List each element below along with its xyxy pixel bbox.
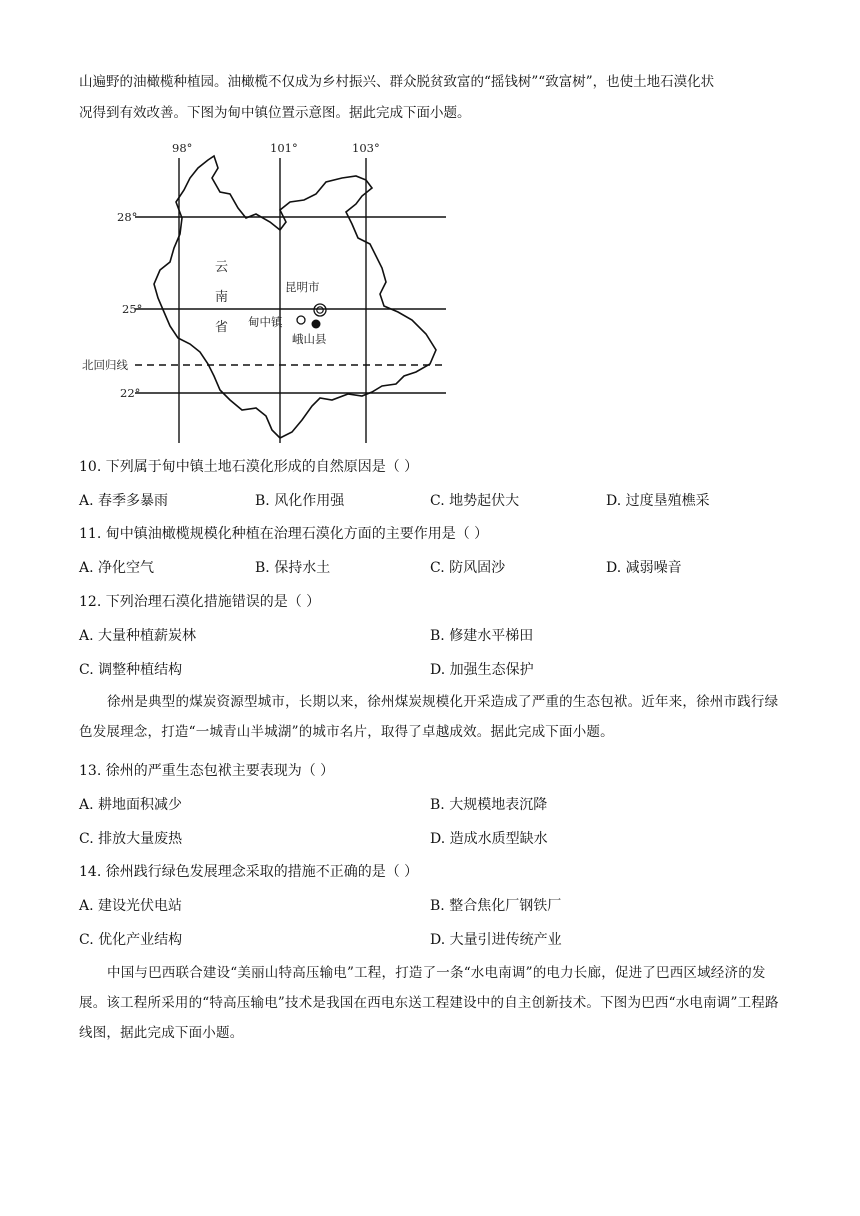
kunming-label: 昆明市: [285, 280, 320, 294]
kunming-capital-inner: [317, 307, 323, 313]
q12-option-b[interactable]: B. 修建水平梯田: [430, 628, 534, 644]
q14-option-d[interactable]: D. 大量引进传统产业: [430, 932, 562, 948]
dianzhong-symbol: [297, 316, 305, 324]
intro-line-2: 况得到有效改善。下图为甸中镇位置示意图。据此完成下面小题。: [79, 105, 471, 121]
q14-option-b[interactable]: B. 整合焦化厂钢铁厂: [430, 898, 562, 914]
q11-option-d[interactable]: D. 减弱噪音: [606, 560, 682, 576]
lon-label-98: 98°: [172, 141, 193, 155]
lat-label-28: 28°: [117, 210, 138, 224]
lat-label-22: 22°: [120, 386, 141, 400]
question-12-stem: 12. 下列治理石漠化措施错误的是（ ）: [79, 594, 321, 610]
province-char-2: 南: [215, 290, 229, 305]
q12-option-a[interactable]: A. 大量种植薪炭林: [79, 628, 197, 644]
q12-option-d[interactable]: D. 加强生态保护: [430, 662, 534, 678]
province-char-3: 省: [215, 320, 229, 335]
q12-option-c[interactable]: C. 调整种植结构: [79, 662, 183, 678]
brazil-intro: 中国与巴西联合建设“美丽山特高压输电”工程，打造了一条“水电南调”的电力长廊，促进了巴西区域经济的发展。该工程所采用的“特高压输电”技术是我国在西电东送工程建设中的自主创新技术。下图为巴西“水电南调”工程路线图，据此完成下面小题。: [79, 965, 779, 1041]
q13-option-a[interactable]: A. 耕地面积减少: [79, 797, 183, 813]
lon-label-101: 101°: [270, 141, 298, 155]
q13-option-c[interactable]: C. 排放大量废热: [79, 831, 183, 847]
kunming-capital-symbol: [314, 304, 326, 316]
province-char-1: 云: [215, 260, 229, 275]
q10-option-a[interactable]: A. 春季多暴雨: [79, 493, 169, 509]
q11-option-a[interactable]: A. 净化空气: [79, 560, 155, 576]
q10-option-d[interactable]: D. 过度垦殖樵采: [606, 493, 710, 509]
q10-option-b[interactable]: B. 风化作用强: [255, 493, 345, 509]
question-14-stem: 14. 徐州践行绿色发展理念采取的措施不正确的是（ ）: [79, 864, 419, 880]
intro-line-1: 山遍野的油橄榄种植园。油橄榄不仅成为乡村振兴、群众脱贫致富的“摇钱树”“致富树”，也使土地石漠化状: [79, 74, 715, 90]
lon-label-103: 103°: [352, 141, 380, 155]
eshan-symbol: [312, 320, 321, 329]
xuzhou-intro: 徐州是典型的煤炭资源型城市，长期以来，徐州煤炭规模化开采造成了严重的生态包袱。近年来，徐州市践行绿色发展理念，打造“一城青山半城湖”的城市名片，取得了卓越成效。据此完成下面小题。: [79, 694, 779, 740]
tropic-label: 北回归线: [82, 358, 128, 372]
question-13-stem: 13. 徐州的严重生态包袱主要表现为（ ）: [79, 763, 335, 779]
question-11-stem: 11. 甸中镇油橄榄规模化种植在治理石漠化方面的主要作用是（ ）: [79, 526, 489, 542]
lat-label-25: 25°: [122, 302, 143, 316]
eshan-label: 峨山县: [292, 332, 327, 346]
q11-option-c[interactable]: C. 防风固沙: [430, 560, 506, 576]
q14-option-a[interactable]: A. 建设光伏电站: [79, 898, 183, 914]
q14-option-c[interactable]: C. 优化产业结构: [79, 932, 183, 948]
q10-option-c[interactable]: C. 地势起伏大: [430, 493, 520, 509]
yunnan-outline: [154, 156, 436, 438]
dianzhong-label: 甸中镇: [248, 315, 283, 329]
q13-option-b[interactable]: B. 大规模地表沉降: [430, 797, 548, 813]
q13-option-d[interactable]: D. 造成水质型缺水: [430, 831, 548, 847]
location-map: [80, 138, 460, 448]
q11-option-b[interactable]: B. 保持水土: [255, 560, 331, 576]
question-10-stem: 10. 下列属于甸中镇土地石漠化形成的自然原因是（ ）: [79, 459, 419, 475]
